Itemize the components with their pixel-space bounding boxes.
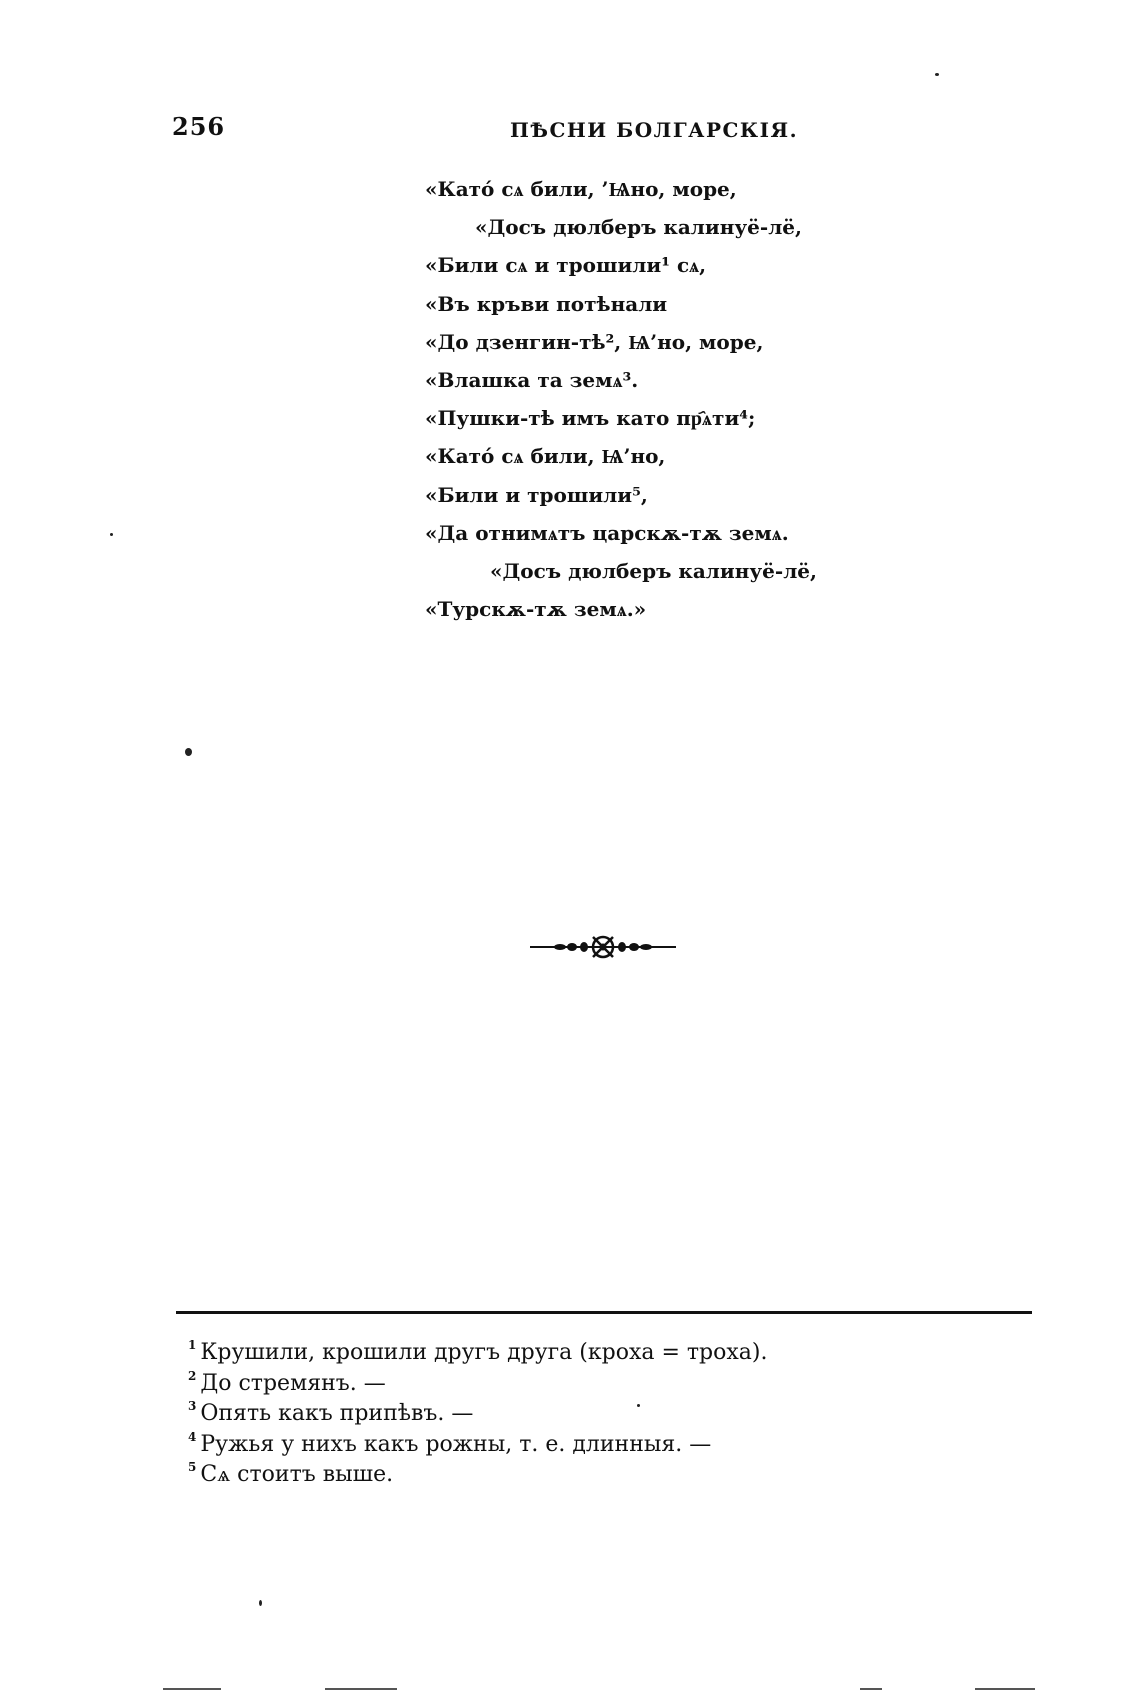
footnote-mark: 4 [188,1429,197,1444]
poem-line: «Въ кръви потѣнали [425,291,668,316]
scan-artifact [860,1688,882,1690]
poem-line: «До дзенгин-тѣ², Ѩ’но, море, [425,329,764,354]
fleuron-ornament-icon [528,930,678,964]
poem-line: «Досъ дюлберъ калинуё-лё, [475,215,802,240]
footnote-text: До стремянъ. — [200,1370,386,1396]
poem-line: «Турскѫ-тѫ земѧ.» [425,597,647,622]
scan-artifact [975,1688,1035,1690]
footnote-rule [176,1311,1032,1314]
poem-line: «Като́ сѧ били, Ѩ’но, [425,444,666,469]
footnote-text: Опять какъ припѣвъ. — [200,1401,474,1426]
footnote [188,1330,1008,1365]
page-number: 256 [172,112,226,141]
poem-stanza [425,170,985,628]
footnote [188,1361,1008,1396]
footnote-mark: 3 [188,1399,197,1413]
poem-line: «Били сѧ и трошили¹ сѧ, [425,253,707,278]
scan-artifact [163,1688,221,1690]
poem-line: «Влашка та земѧ³. [425,367,639,392]
scan-speck [935,73,939,76]
footnote [188,1391,1008,1426]
footnotes [188,1330,1008,1487]
poem-line: «Досъ дюлберъ калинуё-лё, [490,558,817,583]
running-head: ПѢСНИ БОЛГАРСКІЯ. [510,118,799,142]
footnote [188,1422,1008,1457]
scan-speck [259,1600,262,1606]
footnote-mark: 2 [188,1368,197,1383]
footnote-mark: 1 [188,1338,197,1352]
scan-speck [185,748,192,756]
poem-line: «Като́ сѧ били, ’Ѩно, море, [425,177,737,201]
footnote-text: Ружья у нихъ какъ рожны, т. е. длинныя. — [200,1431,712,1457]
poem-line: «Били и трошили⁵, [425,482,648,507]
poem-line: «Да отнимѧтъ царскѫ-тѫ земѧ. [425,520,789,545]
scan-artifact [325,1688,397,1690]
scan-speck [637,1404,640,1407]
footnote-text: Сѧ стоитъ выше. [200,1462,394,1487]
scan-speck [110,533,113,536]
footnote-mark: 5 [188,1460,197,1474]
footnote-text: Крушили, крошили другъ друга (кроха = троха). [200,1340,768,1365]
poem-line: «Пушки-тѣ имъ като пр҄ѧти⁴; [425,406,756,431]
